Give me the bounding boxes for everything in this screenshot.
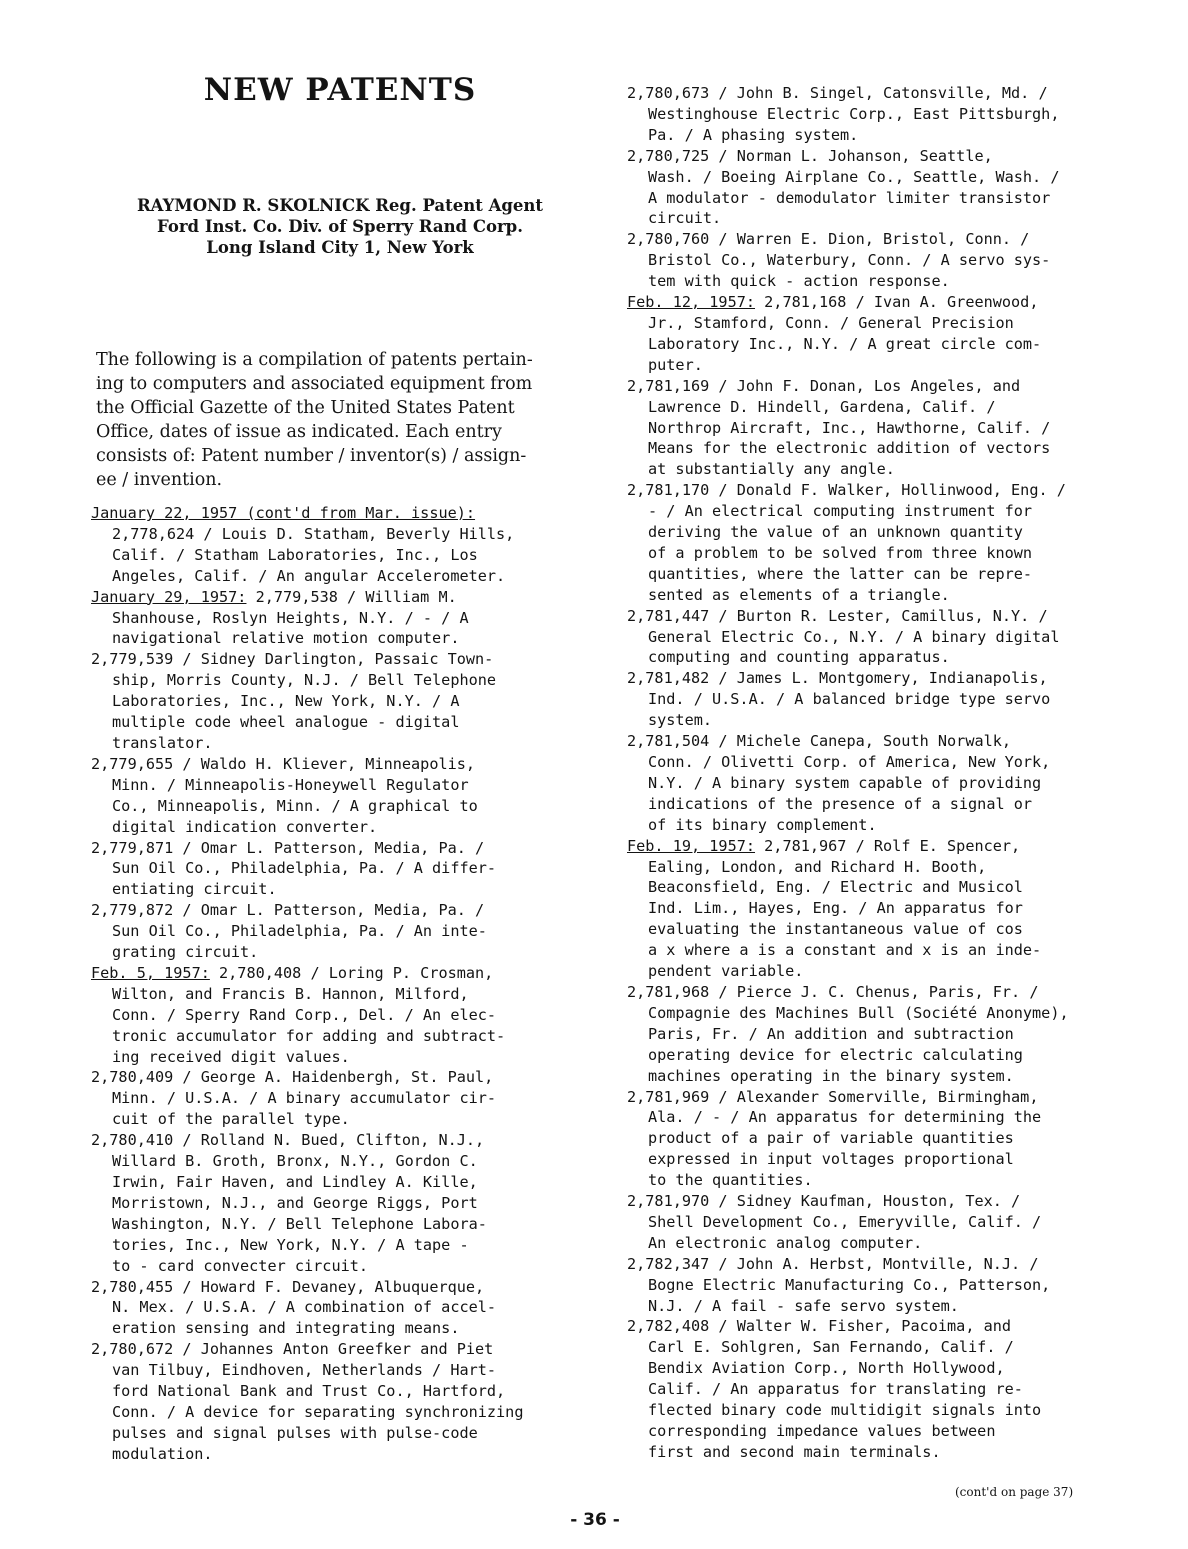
entry-line: grating circuit.: [112, 943, 259, 962]
patent-entry: [627, 480, 1147, 605]
entry-text: 2,780,408 / Loring P. Crosman,: [209, 963, 494, 982]
entry-line: of a problem to be solved from three known: [648, 543, 1033, 562]
entry-line: Shell Development Co., Emeryville, Calif. /: [648, 1212, 1042, 1231]
entry-line: Jr., Stamford, Conn. / General Precision: [648, 313, 1014, 332]
entry-line: 2,779,871 / Omar L. Patterson, Media, Pa. /: [91, 838, 485, 857]
entry-line: 2,781,482 / James L. Montgomery, Indianapolis,: [627, 669, 1048, 688]
entry-line: 2,781,969 / Alexander Somerville, Birmingham,: [627, 1087, 1039, 1106]
entry-line: multiple code wheel analogue - digital: [112, 713, 460, 732]
entry-line: Sun Oil Co., Philadelphia, Pa. / A differ-: [112, 859, 497, 878]
entry-line: Conn. / A device for separating synchronizing: [112, 1402, 524, 1421]
entry-line: tem with quick - action response.: [648, 272, 950, 291]
entry-text: 2,779,538 / William M.: [246, 587, 457, 606]
entry-line: - / An electrical computing instrument for: [648, 502, 1033, 521]
entry-line: flected binary code multidigit signals into: [648, 1401, 1042, 1420]
entry-line: of its binary complement.: [648, 815, 877, 834]
entry-line: indications of the presence of a signal or: [648, 794, 1033, 813]
entry-line: to - card convecter circuit.: [112, 1256, 369, 1275]
entry-line: ing received digit values.: [112, 1047, 350, 1066]
entry-line: Minn. / Minneapolis-Honeywell Regulator: [112, 775, 469, 794]
entry-line: [627, 292, 1147, 313]
entry-line: [91, 963, 591, 984]
patent-entry: [627, 1087, 1147, 1192]
intro-line: ing to computers and associated equipment from: [96, 374, 533, 394]
entry-line: General Electric Co., N.Y. / A binary digital: [648, 627, 1060, 646]
entry-line: 2,780,760 / Warren E. Dion, Bristol, Conn. /: [627, 230, 1030, 249]
entry-line: at substantially any angle.: [648, 460, 895, 479]
patent-entry: [627, 731, 1147, 836]
entry-line: ship, Morris County, N.J. / Bell Telephone: [112, 671, 497, 690]
entry-line: to the quantities.: [648, 1171, 813, 1190]
entry-line: Ind. / U.S.A. / A balanced bridge type servo: [648, 690, 1051, 709]
entry-line: 2,780,409 / George A. Haidenbergh, St. Paul,: [91, 1068, 494, 1087]
entry-line: Northrop Aircraft, Inc., Hawthorne, Calif. /: [648, 418, 1051, 437]
entry-line: computing and counting apparatus.: [648, 648, 950, 667]
entry-line: Co., Minneapolis, Minn. / A graphical to: [112, 796, 478, 815]
entry-line: [627, 836, 1147, 857]
entry-line: operating device for electric calculating: [648, 1045, 1023, 1064]
entry-line: corresponding impedance values between: [648, 1422, 996, 1440]
entry-line: machines operating in the binary system.: [648, 1066, 1014, 1085]
entry-line: Ealing, London, and Richard H. Booth,: [648, 857, 987, 876]
entry-line: N.J. / A fail - safe servo system.: [648, 1296, 959, 1315]
entry-line: [91, 503, 591, 524]
issue-date: January 22, 1957 (cont'd from Mar. issue):: [91, 504, 476, 522]
entry-line: 2,781,170 / Donald F. Walker, Hollinwood, Eng. /: [627, 481, 1066, 500]
intro-line: The following is a compilation of patents pertain-: [96, 350, 533, 370]
date-entry: [91, 963, 591, 1068]
entry-line: 2,781,447 / Burton R. Lester, Camillus, N.Y. /: [627, 606, 1048, 625]
entry-line: translator.: [112, 733, 213, 752]
entry-line: Calif. / An apparatus for translating re-: [648, 1380, 1023, 1399]
intro-line: the Official Gazette of the United States Patent: [96, 398, 515, 418]
entry-text: 2,781,168 / Ivan A. Greenwood,: [755, 293, 1039, 312]
intro-line: Office, dates of issue as indicated. Each entry: [96, 422, 502, 442]
entry-line: Carl E. Sohlgren, San Fernando, Calif. /: [648, 1338, 1014, 1357]
entry-line: circuit.: [648, 209, 722, 228]
patent-entry: [91, 1339, 591, 1464]
patent-entry: [627, 83, 1147, 146]
entry-line: sented as elements of a triangle.: [648, 585, 950, 604]
entry-line: 2,778,624 / Louis D. Statham, Beverly Hills,: [112, 524, 515, 543]
entry-line: 2,781,968 / Pierce J. C. Chenus, Paris, Fr. /: [627, 982, 1039, 1001]
entry-line: 2,781,970 / Sidney Kaufman, Houston, Tex. /: [627, 1192, 1021, 1211]
entry-line: A modulator - demodulator limiter transistor: [648, 188, 1051, 207]
entry-line: Irwin, Fair Haven, and Lindley A. Kille,: [112, 1173, 478, 1191]
author-name-line: RAYMOND R. SKOLNICK Reg. Patent Agent: [136, 196, 544, 215]
entry-line: Compagnie des Machines Bull (Société Anonyme),: [648, 1003, 1069, 1022]
patent-entry: [627, 1191, 1147, 1254]
author-block: [100, 195, 580, 258]
entry-line: modulation.: [112, 1444, 213, 1463]
entry-line: Laboratory Inc., N.Y. / A great circle com-: [648, 334, 1042, 353]
entry-line: Laboratories, Inc., New York, N.Y. / A: [112, 692, 460, 711]
entry-line: pulses and signal pulses with pulse-code: [112, 1423, 478, 1442]
entry-line: 2,782,408 / Walter W. Fisher, Pacoima, and: [627, 1317, 1012, 1336]
entry-line: tories, Inc., New York, N.Y. / A tape -: [112, 1235, 469, 1254]
entry-line: Bendix Aviation Corp., North Hollywood,: [648, 1359, 1005, 1378]
continued-note: (cont'd on page 37): [955, 1485, 1074, 1499]
date-entry: [91, 587, 591, 650]
entry-line: Morristown, N.J., and George Riggs, Port: [112, 1193, 478, 1212]
date-entry: [627, 292, 1147, 376]
entry-line: Washington, N.Y. / Bell Telephone Labora-: [112, 1214, 487, 1233]
entry-line: quantities, where the latter can be repre-: [648, 564, 1033, 583]
entry-line: Bogne Electric Manufacturing Co., Patterson,: [648, 1275, 1051, 1294]
entry-text: 2,781,967 / Rolf E. Spencer,: [755, 836, 1021, 855]
entry-line: Angeles, Calif. / An angular Accelerometer.: [112, 566, 506, 585]
entry-line: evaluating the instantaneous value of cos: [648, 920, 1023, 939]
entry-line: Calif. / Statham Laboratories, Inc., Los: [112, 545, 478, 564]
author-affiliation-line: Ford Inst. Co. Div. of Sperry Rand Corp.: [157, 217, 523, 236]
patent-entry: [91, 1130, 591, 1276]
entry-line: Lawrence D. Hindell, Gardena, Calif. /: [648, 397, 996, 416]
issue-date: Feb. 5, 1957:: [91, 963, 210, 982]
page-number: - 36 -: [570, 1510, 620, 1530]
patent-entry: [91, 649, 591, 754]
patent-entry: [627, 668, 1147, 731]
entry-line: 2,781,169 / John F. Donan, Los Angeles, and: [627, 376, 1021, 395]
entry-line: ford National Bank and Trust Co., Hartford,: [112, 1382, 506, 1401]
patent-entry: [627, 229, 1147, 292]
entry-line: navigational relative motion computer.: [112, 629, 460, 648]
patent-entry: [627, 1316, 1147, 1462]
issue-date: Feb. 19, 1957:: [627, 836, 756, 855]
entry-line: cuit of the parallel type.: [112, 1110, 350, 1129]
intro-line: ee / invention.: [96, 470, 223, 490]
entry-line: a x where a is a constant and x is an inde-: [648, 941, 1042, 960]
issue-date: Feb. 12, 1957:: [627, 293, 756, 312]
right-column: [627, 83, 1147, 1463]
entry-line: Bristol Co., Waterbury, Conn. / A servo sys-: [648, 251, 1051, 270]
entry-line: Sun Oil Co., Philadelphia, Pa. / An inte-: [112, 922, 487, 941]
patent-entry: [91, 1277, 591, 1340]
entry-line: Paris, Fr. / An addition and subtraction: [648, 1024, 1014, 1043]
entry-line: 2,780,410 / Rolland N. Bued, Clifton, N.J.,: [91, 1131, 485, 1150]
entry-line: Ala. / - / An apparatus for determining the: [648, 1108, 1042, 1127]
patent-entry: [627, 146, 1147, 230]
entry-line: 2,779,539 / Sidney Darlington, Passaic Town-: [91, 650, 494, 669]
entry-line: entiating circuit.: [112, 880, 277, 899]
entry-line: Wilton, and Francis B. Hannon, Milford,: [112, 984, 469, 1003]
left-column: [91, 503, 591, 1465]
entry-line: eration sensing and integrating means.: [112, 1319, 460, 1338]
entry-line: Means for the electronic addition of vectors: [648, 439, 1051, 458]
entry-line: Wash. / Boeing Airplane Co., Seattle, Wash. /: [648, 167, 1060, 186]
entry-line: system.: [648, 711, 713, 730]
entry-line: 2,780,455 / Howard F. Devaney, Albuquerque,: [91, 1277, 485, 1296]
entry-line: Beaconsfield, Eng. / Electric and Musicol: [648, 878, 1023, 897]
patent-entry: [627, 1254, 1147, 1317]
entry-line: first and second main terminals.: [648, 1442, 941, 1461]
entry-line: Conn. / Sperry Rand Corp., Del. / An elec-: [112, 1005, 497, 1024]
entry-line: 2,780,672 / Johannes Anton Greefker and Piet: [91, 1340, 494, 1359]
patent-entry: [91, 754, 591, 838]
entry-line: Willard B. Groth, Bronx, N.Y., Gordon C.: [112, 1152, 478, 1171]
patent-entry: [627, 606, 1147, 669]
entry-line: 2,782,347 / John A. Herbst, Montville, N.J. /: [627, 1254, 1039, 1273]
intro-paragraph: [96, 348, 576, 492]
page-title: NEW PATENTS: [203, 72, 477, 108]
entry-line: Conn. / Olivetti Corp. of America, New York,: [648, 753, 1051, 771]
entry-line: Westinghouse Electric Corp., East Pittsburgh,: [648, 104, 1060, 123]
entry-line: Shanhouse, Roslyn Heights, N.Y. / - / A: [112, 608, 469, 627]
entry-line: van Tilbuy, Eindhoven, Netherlands / Hart-: [112, 1361, 497, 1380]
entry-line: digital indication converter.: [112, 817, 378, 836]
patent-entry: [627, 982, 1147, 1087]
author-address-line: Long Island City 1, New York: [206, 238, 474, 257]
entry-line: pendent variable.: [648, 962, 804, 981]
patent-entry: [91, 524, 591, 587]
patent-entry: [627, 376, 1147, 481]
intro-line: consists of: Patent number / inventor(s) / assign-: [96, 446, 527, 466]
entry-line: puter.: [648, 355, 703, 374]
patent-entry: [91, 900, 591, 963]
entry-line: deriving the value of an unknown quantity: [648, 523, 1023, 542]
entry-line: 2,780,673 / John B. Singel, Catonsville, Md. /: [627, 84, 1048, 102]
entry-line: Ind. Lim., Hayes, Eng. / An apparatus for: [648, 899, 1023, 918]
entry-line: Pa. / A phasing system.: [648, 125, 859, 144]
entry-line: N.Y. / A binary system capable of providing: [648, 773, 1042, 792]
entry-line: tronic accumulator for adding and subtract-: [112, 1026, 506, 1045]
entry-line: [91, 587, 591, 608]
patent-entry: [91, 1067, 591, 1130]
date-entry: [627, 836, 1147, 982]
entry-line: An electronic analog computer.: [648, 1233, 923, 1252]
entry-line: Minn. / U.S.A. / A binary accumulator cir-: [112, 1089, 497, 1108]
entry-line: N. Mex. / U.S.A. / A combination of accel-: [112, 1298, 497, 1317]
entry-line: 2,780,725 / Norman L. Johanson, Seattle,: [627, 146, 993, 165]
date-entry: [91, 503, 591, 524]
entry-line: product of a pair of variable quantities: [648, 1129, 1014, 1148]
entry-line: expressed in input voltages proportional: [648, 1150, 1014, 1169]
issue-date: January 29, 1957:: [91, 587, 247, 606]
entry-line: 2,781,504 / Michele Canepa, South Norwalk,: [627, 732, 1012, 751]
entry-line: 2,779,655 / Waldo H. Kliever, Minneapolis,: [91, 754, 476, 773]
entry-line: 2,779,872 / Omar L. Patterson, Media, Pa. /: [91, 901, 485, 920]
patent-entry: [91, 838, 591, 901]
